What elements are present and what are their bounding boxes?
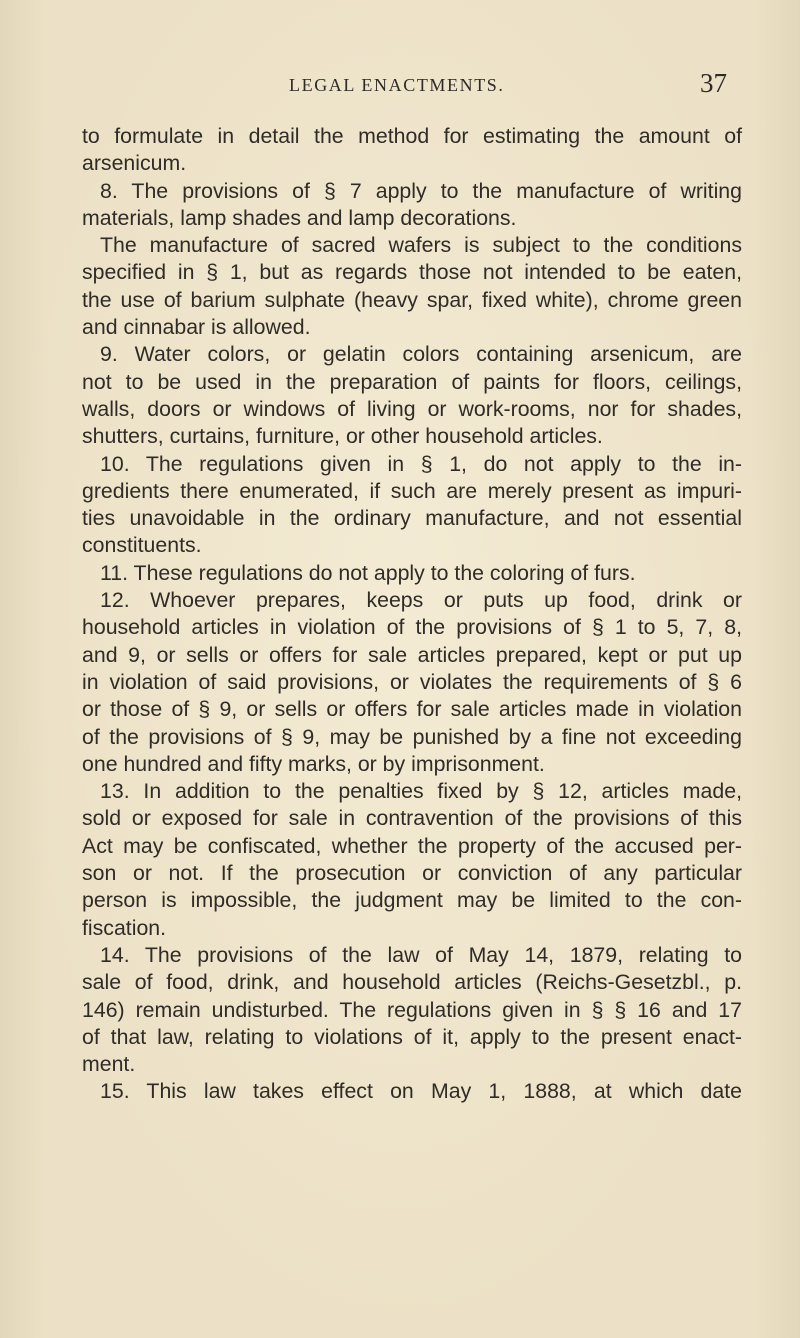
text-line: 12. Whoever prepares, keeps or puts up food, drink or <box>100 588 742 613</box>
text-line: ties unavoidable in the ordinary manufacture, and not essential <box>82 506 742 531</box>
text-line: walls, doors or windows of living or work-rooms, nor for shades, <box>82 396 742 421</box>
text-line: 146) remain undisturbed. The regulations given in § § 16 and 17 <box>82 997 742 1022</box>
text-line: gredients there enumerated, if such are merely present as impuri- <box>82 478 742 503</box>
text-line: arsenicum. <box>82 151 187 176</box>
text-line: or those of § 9, or sells or offers for sale articles made in violation <box>82 697 742 722</box>
text-line: household articles in violation of the provisions of § 1 to 5, 7, 8, <box>82 615 742 640</box>
text-line: sale of food, drink, and household articles (Reichs-Gesetzbl., p. <box>82 970 742 995</box>
text-line: 11. These regulations do not apply to the coloring of furs. <box>100 560 636 585</box>
text-line: constituents. <box>82 533 202 558</box>
text-line: ment. <box>82 1052 136 1077</box>
text-line: 10. The regulations given in § 1, do not apply to the in- <box>100 451 742 476</box>
text-line: of that law, relating to violations of it, apply to the present enact- <box>82 1024 742 1049</box>
body-text <box>82 123 742 1106</box>
text-line: fiscation. <box>82 915 167 940</box>
text-line: materials, lamp shades and lamp decorations. <box>82 205 517 230</box>
text-line: The manufacture of sacred wafers is subject to the conditions <box>100 233 742 258</box>
page-number: 37 <box>700 68 727 98</box>
text-line: one hundred and fifty marks, or by imprisonment. <box>82 751 545 776</box>
running-head <box>0 62 800 102</box>
text-line: not to be used in the preparation of paints for floors, ceilings, <box>82 369 742 394</box>
text-line: 13. In addition to the penalties fixed by § 12, articles made, <box>100 779 742 804</box>
running-title: LEGAL ENACTMENTS. <box>289 75 505 95</box>
text-line: shutters, curtains, furniture, or other household articles. <box>82 424 603 449</box>
text-line: person is impossible, the judgment may be limited to the con- <box>82 888 742 913</box>
text-line: the use of barium sulphate (heavy spar, fixed white), chrome green <box>82 287 742 312</box>
text-line: Act may be confiscated, whether the property of the accused per- <box>82 833 742 858</box>
text-line: in violation of said provisions, or violates the requirements of § 6 <box>82 669 742 694</box>
text-line: to formulate in detail the method for estimating the amount of <box>82 124 742 148</box>
text-line: and 9, or sells or offers for sale articles prepared, kept or put up <box>82 642 742 667</box>
text-line: son or not. If the prosecution or conviction of any particular <box>82 861 742 886</box>
text-line: 14. The provisions of the law of May 14, 1879, relating to <box>100 942 742 967</box>
text-line: 9. Water colors, or gelatin colors containing arsenicum, are <box>100 342 742 367</box>
text-line: sold or exposed for sale in contravention of the provisions of this <box>82 806 742 831</box>
text-line: 8. The provisions of § 7 apply to the manufacture of writing <box>100 178 742 203</box>
text-line: 15. This law takes effect on May 1, 1888, at which date <box>100 1079 742 1104</box>
text-line: and cinnabar is allowed. <box>82 315 311 340</box>
text-line: specified in § 1, but as regards those not intended to be eaten, <box>82 260 742 285</box>
text-line: of the provisions of § 9, may be punished by a fine not exceeding <box>82 724 742 749</box>
